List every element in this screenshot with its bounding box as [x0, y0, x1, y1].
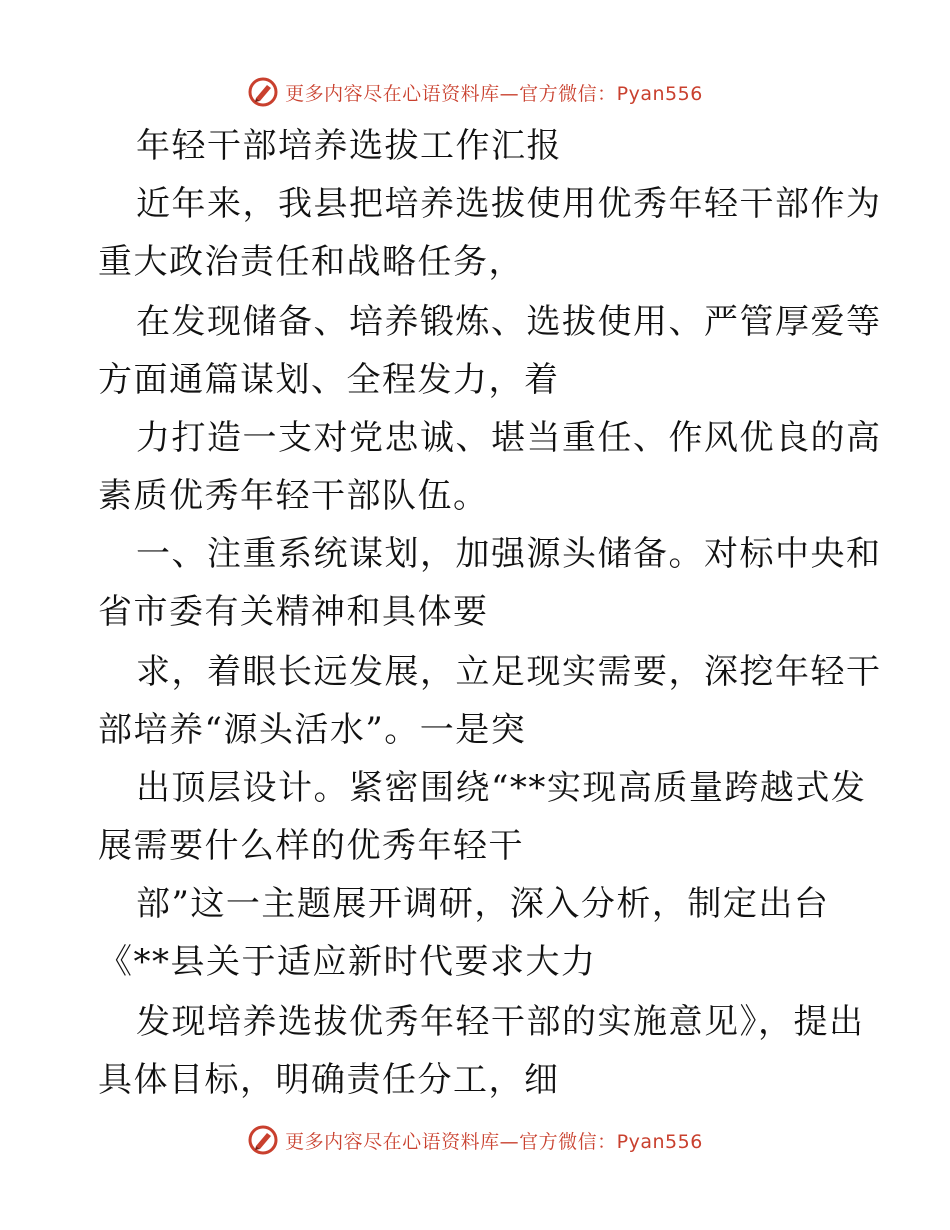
paragraph-line: 具体目标，明确责任分工，细: [98, 1060, 560, 1100]
watermark-text: 更多内容尽在心语资料库—官方微信：Pyan556: [285, 1130, 703, 1153]
header-watermark: [0, 72, 950, 112]
paragraph-line: 省市委有关精神和具体要: [98, 592, 489, 632]
paragraph-line: 部”这一主题展开调研，深入分析，制定出台: [136, 884, 830, 924]
paragraph-line: 力打造一支对党忠诚、堪当重任、作风优良的高: [136, 418, 882, 458]
paragraph-line: 发现培养选拔优秀年轻干部的实施意见》，提出: [136, 1002, 865, 1042]
pen-seal-logo-icon: [247, 76, 279, 108]
paragraph-line: 方面通篇谋划、全程发力，着: [98, 360, 560, 400]
pen-seal-logo-icon: [247, 1124, 279, 1156]
paragraph-line: 部培养“源头活水”。一是突: [98, 710, 527, 750]
paragraph-line: 《**县关于适应新时代要求大力: [98, 942, 597, 982]
paragraph-line: 在发现储备、培养锻炼、选拔使用、严管厚爱等: [136, 302, 882, 342]
paragraph-line: 素质优秀年轻干部队伍。: [98, 476, 489, 516]
paragraph-line: 重大政治责任和战略任务，: [98, 242, 524, 282]
watermark-text: 更多内容尽在心语资料库—官方微信：Pyan556: [285, 82, 703, 105]
footer-watermark: [0, 1120, 950, 1160]
section-heading-line: 一、注重系统谋划，加强源头储备。对标中央和: [136, 534, 882, 574]
paragraph-line: 出顶层设计。紧密围绕“**实现高质量跨越式发: [136, 768, 867, 808]
document-title: 年轻干部培养选拔工作汇报: [136, 126, 562, 166]
paragraph-line: 近年来，我县把培养选拔使用优秀年轻干部作为: [136, 184, 882, 224]
paragraph-line: 展需要什么样的优秀年轻干: [98, 826, 524, 866]
paragraph-line: 求，着眼长远发展，立足现实需要，深挖年轻干: [136, 652, 882, 692]
